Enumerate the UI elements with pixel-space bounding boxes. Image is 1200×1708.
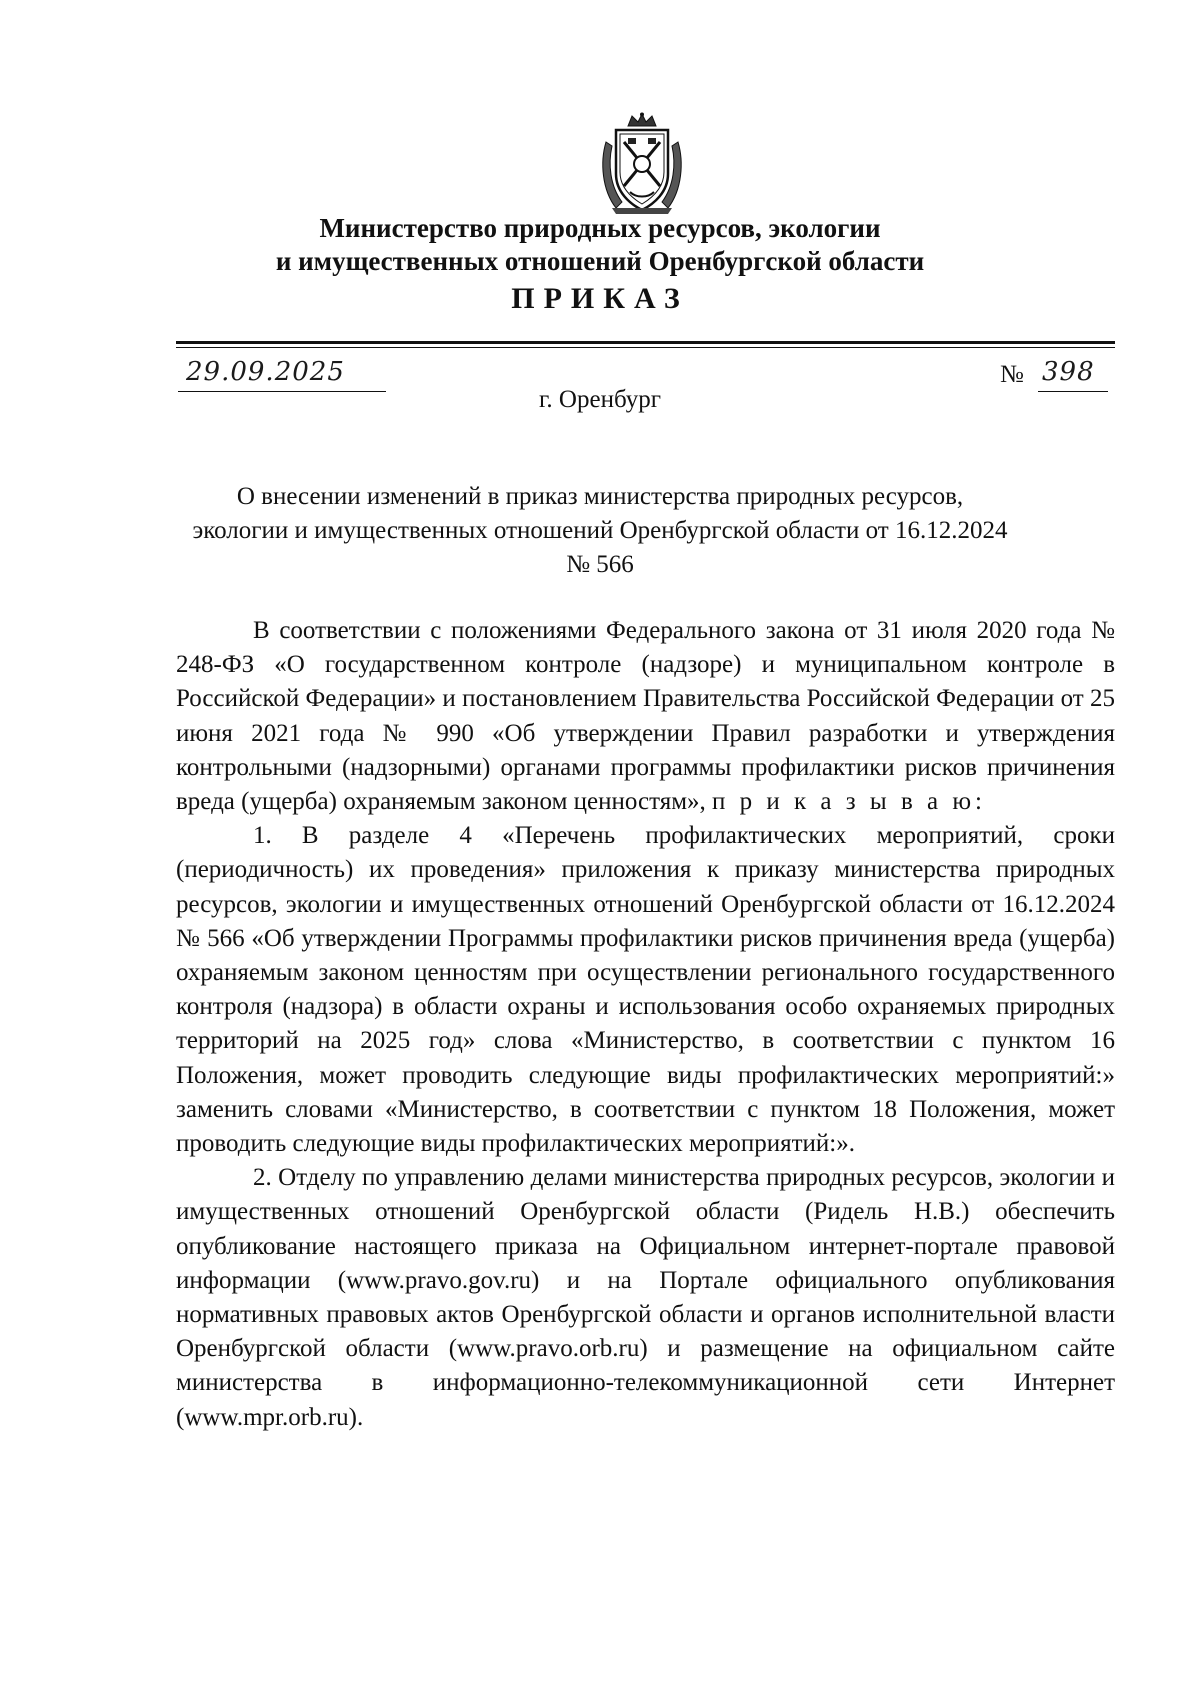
preamble-paragraph bbox=[176, 614, 1115, 819]
ministry-line-1: Министерство природных ресурсов, экологии bbox=[319, 213, 881, 243]
subject-line-3: № 566 bbox=[566, 551, 634, 578]
number-label: № bbox=[1000, 361, 1024, 388]
order-body bbox=[176, 614, 1115, 1435]
ministry-line-2: и имущественных отношений Оренбургской области bbox=[275, 246, 925, 276]
item-1-paragraph: 1. В разделе 4 «Перечень профилактических мероприятий, сроки (периодичность) их проведения» приложения к приказу министерства природных ресурсов, экологии и имущественных отношений Оренбургской области от 16.12.2024 № 566 «Об утверждении Программы профилактики рисков причинения вреда (ущерба) охраняемым законом ценностям при осуществлении регионального государственного контроля (надзора) в области охраны и использования особо охраняемых природных территорий на 2025 год» слова «Министерство, в соответствии с пунктом 16 Положения, может проводить следующие виды профилактических мероприятий:» заменить словами «Министерство, в соответствии с пунктом 18 Положения, может проводить следующие виды профилактических мероприятий:». bbox=[176, 822, 1115, 1158]
ministry-name bbox=[150, 212, 1050, 278]
order-word: п р и к а з ы в а ю: bbox=[712, 788, 986, 816]
header-divider-thick bbox=[176, 341, 1115, 344]
document-type: ПРИКАЗ bbox=[511, 282, 689, 315]
coat-of-arms-icon bbox=[598, 112, 686, 216]
subject-line-1: О внесении изменений в приказ министерства природных ресурсов, bbox=[236, 483, 964, 510]
city: г. Оренбург bbox=[539, 386, 661, 413]
handwritten-number: 398 bbox=[1042, 357, 1095, 387]
header-divider-thin bbox=[176, 347, 1115, 348]
item-2-paragraph: 2. Отделу по управлению делами министерства природных ресурсов, экологии и имущественных отношений Оренбургской области (Ридель Н.В.) обеспечить опубликование настоящего приказа на Официальном интернет-портале правовой информации (www.pravo.gov.ru) и на Портале официального опубликования нормативных правовых актов Оренбургской области и органов исполнительной власти Оренбургской области (www.pravo.orb.ru) и размещение на официальном сайте министерства в информационно-телекоммуникационной сети Интернет (www.mpr.orb.ru). bbox=[176, 1164, 1115, 1431]
order-subject bbox=[150, 480, 1050, 582]
subject-line-2: экологии и имущественных отношений Оренбургской области от 16.12.2024 bbox=[192, 517, 1008, 544]
preamble-text: В соответствии с положениями Федерального закона от 31 июля 2020 года № 248-ФЗ «О государственном контроле (надзоре) и муниципальном контроле в Российской Федерации» и постановлением Правительства Российской Федерации от 25 июня 2021 года № 990 «Об утверждении Правил разработки и утверждения контрольными (надзорными) органами программы профилактики рисков причинения вреда (ущерба) охраняемым законом ценностям», bbox=[176, 617, 1115, 816]
handwritten-date: 29.09.2025 bbox=[186, 357, 345, 387]
